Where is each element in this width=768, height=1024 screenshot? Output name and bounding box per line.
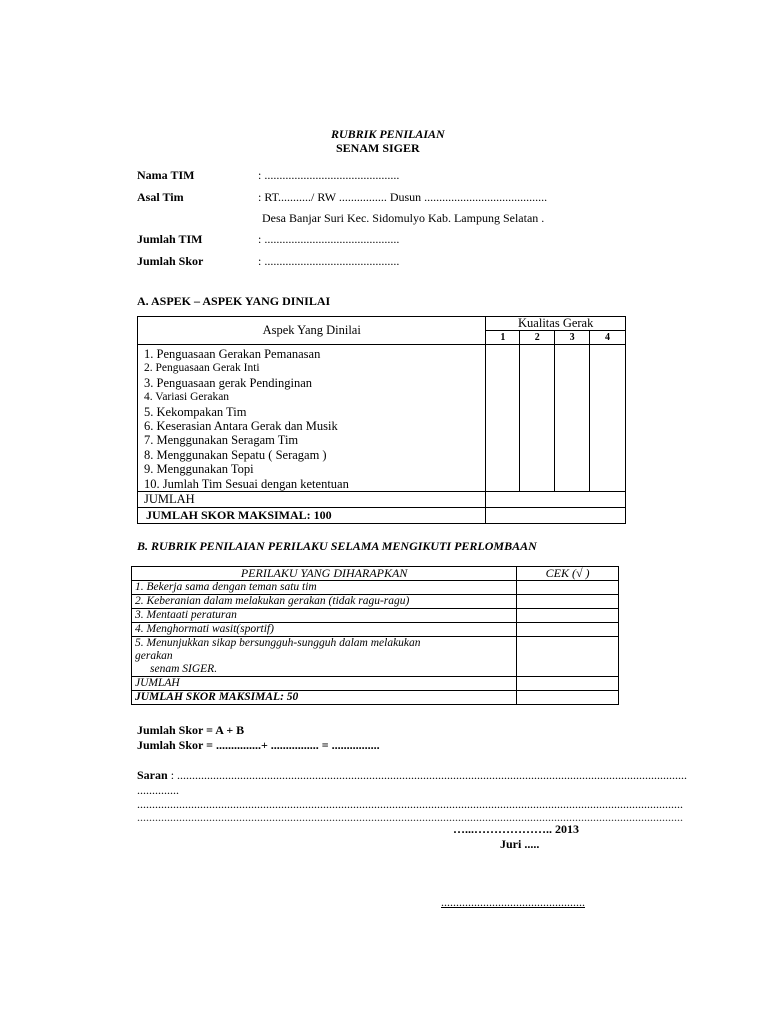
score-1-header: 1 (486, 331, 520, 345)
skor-maks-label: JUMLAH SKOR MAKSIMAL: 50 (132, 691, 517, 705)
score-cell[interactable] (555, 345, 590, 492)
section-b-heading: B. RUBRIK PENILAIAN PERILAKU SELAMA MENGIKUTI PERLOMBAAN (137, 539, 537, 553)
aspek-header: Aspek Yang Dinilai (138, 317, 486, 345)
skor-maks-cell (486, 507, 626, 523)
cek-header: CEK (√ ) (517, 567, 619, 581)
nama-tim-value: : ............................................. (258, 168, 400, 182)
list-item: 2. Penguasaan Gerak Inti (144, 362, 260, 375)
jumlah-skor-label: Jumlah Skor (137, 254, 204, 268)
jumlah-skor-value: : ............................................. (258, 254, 400, 268)
list-item: 1. Penguasaan Gerakan Pemanasan (144, 347, 321, 361)
cek-cell[interactable] (517, 623, 619, 637)
aspek-table (137, 316, 626, 524)
saran-line-2: .............. (137, 783, 179, 797)
table-row: 4. Menghormati wasit(sportif) (132, 623, 517, 637)
asal-tim-label: Asal Tim (137, 190, 184, 204)
jumlah-row-label: JUMLAH (138, 491, 486, 507)
table-row: 1. Bekerja sama dengan teman satu tim (132, 581, 517, 595)
kualitas-header: Kualitas Gerak (486, 317, 626, 331)
list-item: 6. Keserasian Antara Gerak dan Musik (144, 418, 338, 433)
list-item: 8. Menggunakan Sepatu ( Seragam ) (144, 447, 327, 462)
asal-tim-value: : RT.........../ RW ................ Dusun ......................................... (258, 190, 548, 204)
perilaku-header: PERILAKU YANG DIHARAPKAN (132, 567, 517, 581)
summary-formula: Jumlah Skor = A + B (137, 723, 245, 737)
table-row: 2. Keberanian dalam melakukan gerakan (tidak ragu-ragu) (132, 595, 517, 609)
saran-line-1: Saran : .......................................................................................................................................................................... (137, 768, 688, 782)
nama-tim-label: Nama TIM (137, 168, 195, 182)
summary-calculation: Jumlah Skor = ...............+ ................ = ................ (137, 738, 380, 752)
section-a-heading: A. ASPEK – ASPEK YANG DINILAI (137, 294, 331, 308)
item5-line3: senam SIGER. (150, 663, 218, 675)
document-subtitle: SENAM SIGER (336, 141, 420, 155)
score-cell[interactable] (486, 345, 520, 492)
saran-line-3: ...................................................................................................................................................................................... (137, 797, 683, 811)
saran-line-4: ...................................................................................................................................................................................... (137, 810, 683, 824)
list-item: 7. Menggunakan Seragam Tim (144, 433, 299, 448)
item5-line2: gerakan (135, 650, 173, 662)
cek-cell[interactable] (517, 595, 619, 609)
document-title: RUBRIK PENILAIAN (331, 127, 445, 141)
cek-cell[interactable] (517, 609, 619, 623)
list-item: 4. Variasi Gerakan (144, 391, 230, 404)
score-cell[interactable] (590, 345, 626, 492)
skor-maks-label: JUMLAH SKOR MAKSIMAL: 100 (138, 507, 486, 523)
cek-cell[interactable] (517, 637, 619, 677)
score-2-header: 2 (520, 331, 555, 345)
score-cell[interactable] (520, 345, 555, 492)
list-item: 5. Kekompakan Tim (144, 404, 247, 419)
jumlah-row-label: JUMLAH (132, 677, 517, 691)
list-item: 9. Menggunakan Topi (144, 462, 254, 477)
jumlah-tim-value: : ............................................. (258, 232, 400, 246)
asal-tim-address: Desa Banjar Suri Kec. Sidomulyo Kab. Lampung Selatan . (262, 211, 545, 225)
jumlah-tim-label: Jumlah TIM (137, 232, 203, 246)
list-item: 10. Jumlah Tim Sesuai dengan ketentuan (144, 476, 349, 491)
item5-line1: 5. Menunjukkan sikap bersungguh-sungguh dalam melakukan (135, 637, 421, 649)
signature-date: …...……………….. 2013 (453, 822, 579, 836)
jumlah-cell[interactable] (517, 677, 619, 691)
skor-maks-cell (517, 691, 619, 705)
signature-line: ................................................ (441, 895, 585, 909)
saran-label: Saran (137, 768, 168, 782)
perilaku-table (131, 566, 619, 705)
juri-label: Juri ..... (500, 837, 540, 851)
table-row (132, 637, 517, 677)
jumlah-cell[interactable] (486, 491, 626, 507)
score-3-header: 3 (555, 331, 590, 345)
list-item: 3. Penguasaan gerak Pendinginan (144, 375, 313, 390)
score-4-header: 4 (590, 331, 626, 345)
cek-cell[interactable] (517, 581, 619, 595)
table-row: 3. Mentaati peraturan (132, 609, 517, 623)
aspek-list (138, 345, 486, 492)
